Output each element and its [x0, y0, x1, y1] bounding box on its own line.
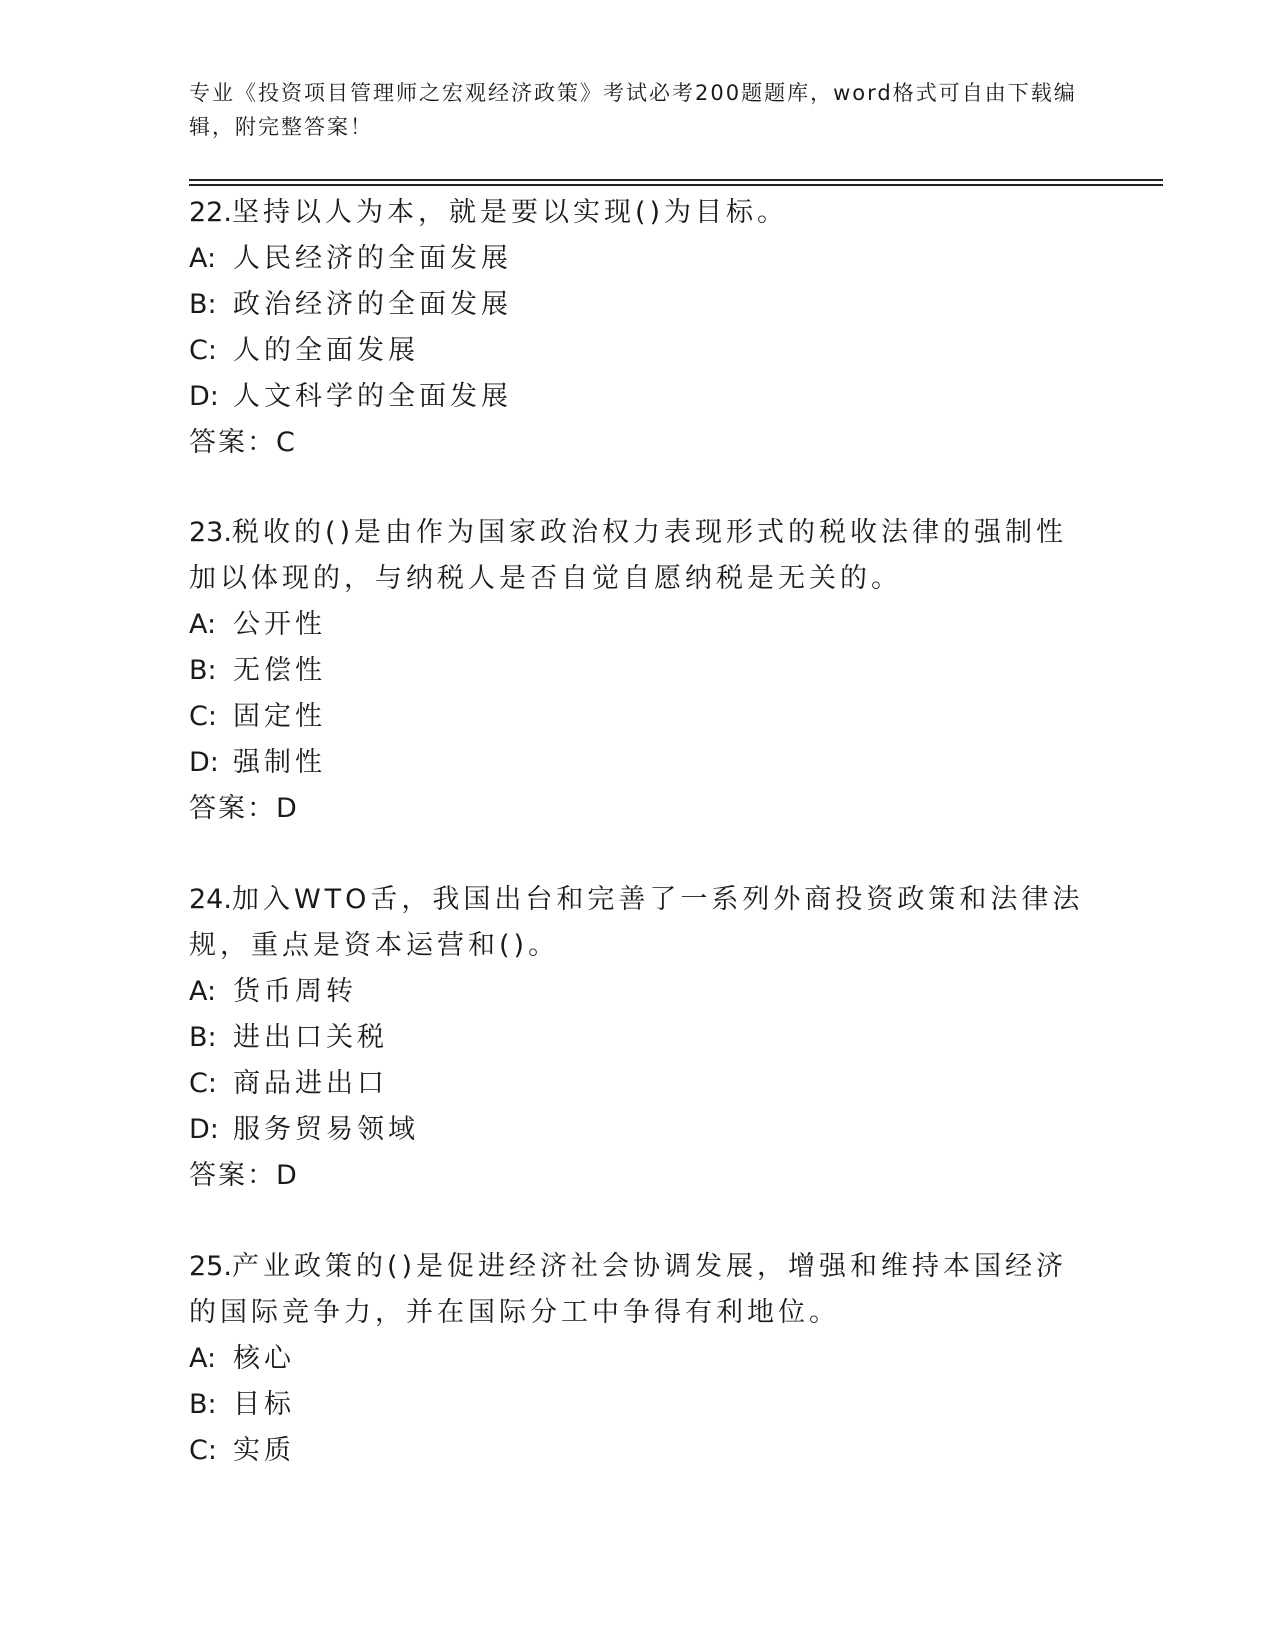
- question-stem: [189, 190, 1089, 236]
- option-text: 强制性: [233, 747, 326, 778]
- question-text: 税收的()是由作为国家政治权力表现形式的税收法律的强制性加以体现的，与纳税人是否自觉自愿纳税是无关的。: [189, 517, 1068, 594]
- option-a: [189, 602, 1089, 648]
- option-text: 人文科学的全面发展: [233, 381, 512, 412]
- option-d: [189, 374, 1089, 420]
- answer-label: 答案：: [189, 427, 276, 458]
- question-22: [189, 190, 1089, 466]
- option-b: [189, 1015, 1089, 1061]
- option-letter: B:: [189, 1389, 217, 1420]
- option-letter: C:: [189, 335, 217, 366]
- option-letter: A:: [189, 243, 217, 274]
- question-25: [189, 1244, 1089, 1474]
- question-text: 坚持以人为本，就是要以实现()为目标。: [231, 197, 789, 228]
- option-text: 无偿性: [233, 655, 326, 686]
- option-c: [189, 1428, 1089, 1474]
- question-23: [189, 510, 1089, 832]
- answer-value: C: [276, 427, 296, 458]
- header-divider-line: [189, 179, 1163, 181]
- option-letter: D:: [189, 747, 219, 778]
- answer-value: D: [276, 1160, 298, 1191]
- option-c: [189, 1061, 1089, 1107]
- option-letter: A:: [189, 1343, 217, 1374]
- answer-label: 答案：: [189, 793, 276, 824]
- option-letter: C:: [189, 1435, 217, 1466]
- option-text: 服务贸易领域: [233, 1114, 419, 1145]
- option-text: 固定性: [233, 701, 326, 732]
- option-a: [189, 969, 1089, 1015]
- option-letter: D:: [189, 381, 219, 412]
- option-text: 实质: [233, 1435, 295, 1466]
- question-text: 加入WTO舌，我国出台和完善了一系列外商投资政策和法律法规，重点是资本运营和()。: [189, 884, 1084, 961]
- question-stem: [189, 510, 1089, 602]
- question-number: 25.: [189, 1251, 232, 1282]
- option-d: [189, 1107, 1089, 1153]
- option-text: 人民经济的全面发展: [233, 243, 512, 274]
- option-letter: B:: [189, 655, 217, 686]
- option-letter: D:: [189, 1114, 219, 1145]
- option-c: [189, 694, 1089, 740]
- option-b: [189, 1382, 1089, 1428]
- header-divider-line: [189, 184, 1163, 186]
- option-letter: B:: [189, 1022, 217, 1053]
- answer-line: [189, 786, 1089, 832]
- option-d: [189, 740, 1089, 786]
- option-c: [189, 328, 1089, 374]
- option-a: [189, 236, 1089, 282]
- question-stem: [189, 877, 1089, 969]
- option-letter: A:: [189, 976, 217, 1007]
- question-stem: [189, 1244, 1089, 1336]
- option-text: 人的全面发展: [233, 335, 419, 366]
- option-text: 货币周转: [233, 976, 357, 1007]
- answer-line: [189, 1153, 1089, 1199]
- option-a: [189, 1336, 1089, 1382]
- option-letter: B:: [189, 289, 217, 320]
- option-text: 目标: [233, 1389, 295, 1420]
- option-text: 公开性: [233, 609, 326, 640]
- option-text: 进出口关税: [233, 1022, 388, 1053]
- question-24: [189, 877, 1089, 1199]
- question-number: 22.: [189, 197, 232, 228]
- document-header: 专业《投资项目管理师之宏观经济政策》考试必考200题题库，word格式可自由下载编辑，附完整答案！: [189, 81, 1077, 139]
- option-text: 政治经济的全面发展: [233, 289, 512, 320]
- answer-line: [189, 420, 1089, 466]
- option-letter: C:: [189, 1068, 217, 1099]
- answer-value: D: [276, 793, 298, 824]
- option-b: [189, 648, 1089, 694]
- option-text: 商品进出口: [233, 1068, 388, 1099]
- question-number: 23.: [189, 517, 232, 548]
- answer-label: 答案：: [189, 1160, 276, 1191]
- option-b: [189, 282, 1089, 328]
- question-number: 24.: [189, 884, 232, 915]
- option-letter: C:: [189, 701, 217, 732]
- option-letter: A:: [189, 609, 217, 640]
- question-text: 产业政策的()是促进经济社会协调发展，增强和维持本国经济的国际竞争力，并在国际分工中争得有利地位。: [189, 1251, 1068, 1328]
- option-text: 核心: [233, 1343, 295, 1374]
